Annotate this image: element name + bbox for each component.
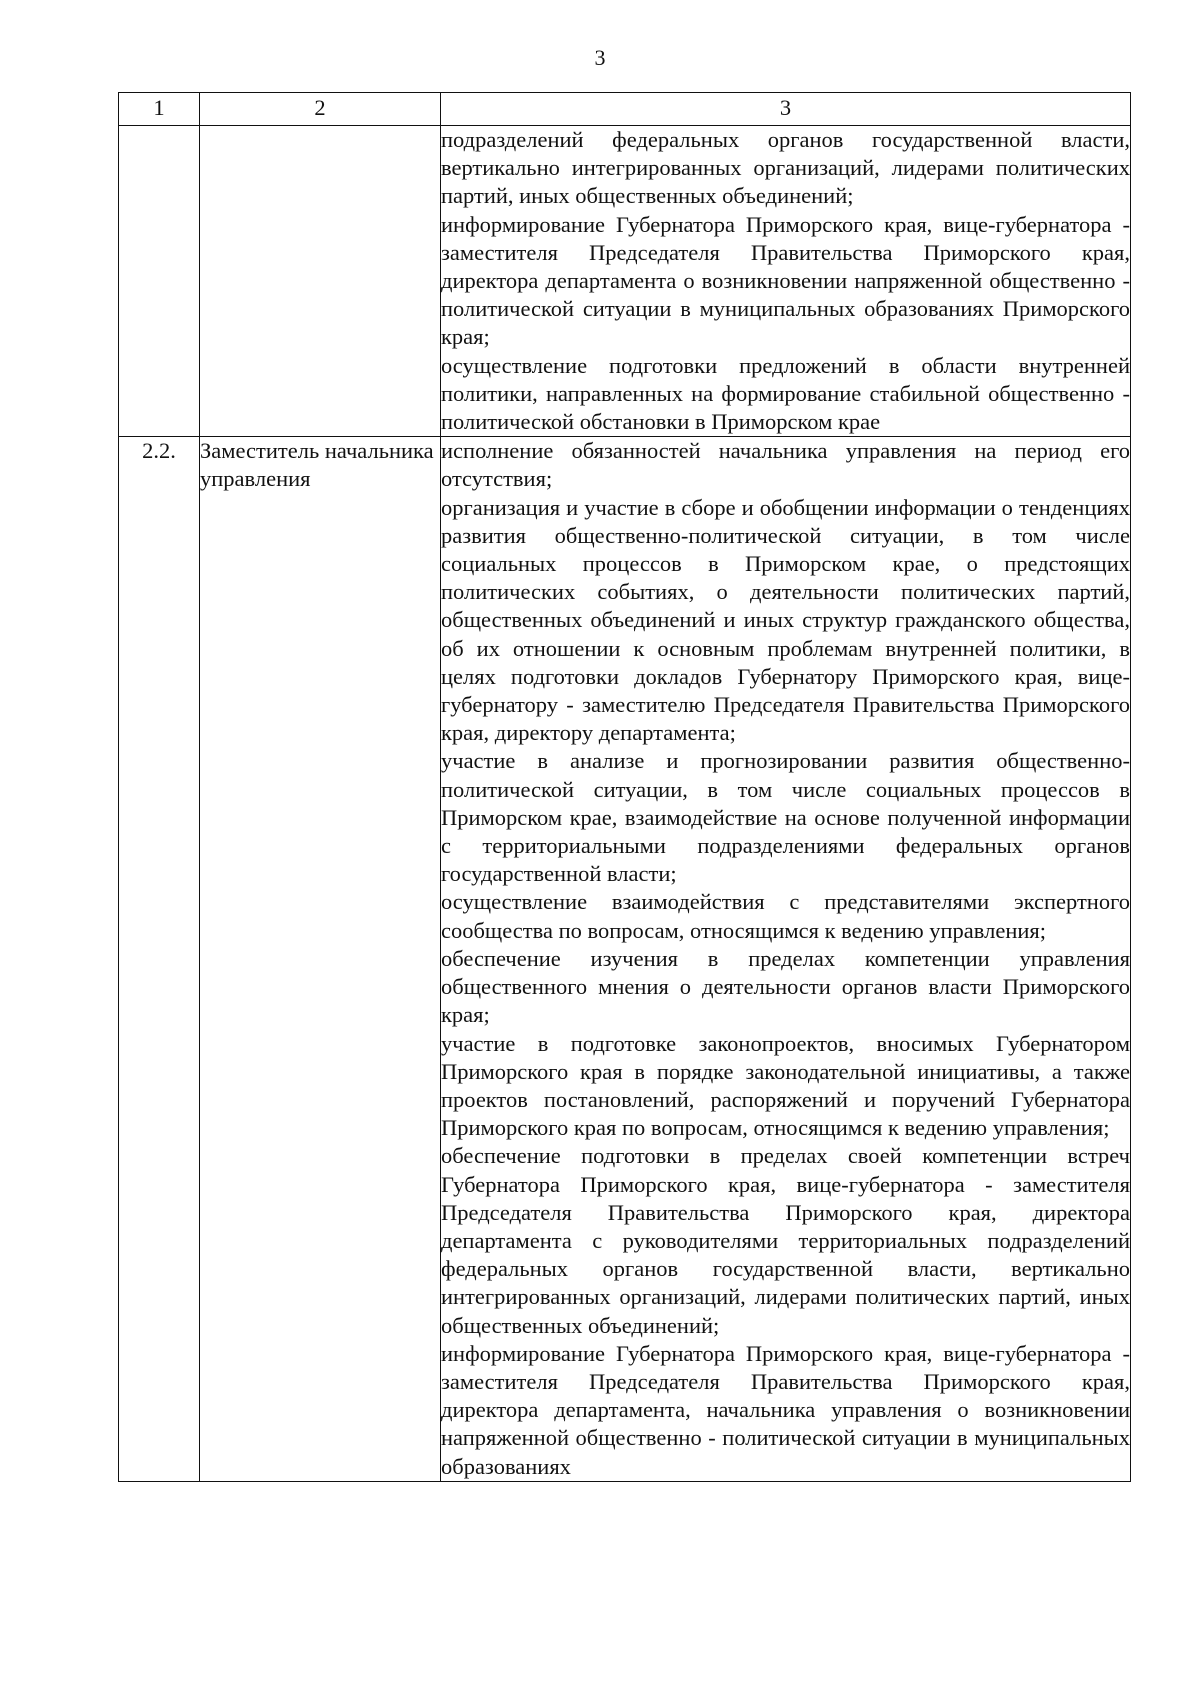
column-header-1: 1 bbox=[119, 93, 200, 126]
duty-paragraph: осуществление подготовки предложений в области внутренней политики, направленных на формирование стабильной общественно - политической обстановки в Приморском крае bbox=[441, 352, 1130, 435]
duty-paragraph: участие в анализе и прогнозировании развития общественно-политической ситуации, в том числе социальных процессов в Приморском крае, взаимодействие на основе полученной информации с территориальными подразделениями федеральных органов государственной власти; bbox=[441, 748, 1130, 887]
duty-paragraph: обеспечение подготовки в пределах своей компетенции встреч Губернатора Приморского края, вице-губернатора - заместителя Председателя Правительства Приморского края, директора департамента с руководителями территориальных подразделений федеральных органов государственной власти, вертикально интегрированных организаций, лидерами политических партий, иных общественных объединений; bbox=[441, 1143, 1130, 1338]
duty-paragraph: участие в подготовке законопроектов, вносимых Губернатором Приморского края в порядке законодательной инициативы, а также проектов постановлений, распоряжений и поручений Губернатора Приморского края по вопросам, относящимся к ведению управления; bbox=[441, 1030, 1130, 1141]
position-cell bbox=[200, 126, 441, 437]
column-header-2: 2 bbox=[200, 93, 441, 126]
duty-paragraph: исполнение обязанностей начальника управления на период его отсутствия; bbox=[441, 438, 1130, 492]
duty-paragraph: информирование Губернатора Приморского края, вице-губернатора - заместителя Председателя Правительства Приморского края, директора департамента, начальника управления о возникновении напряженной общественно - политической ситуации в муниципальных образованиях bbox=[441, 1340, 1130, 1479]
duty-paragraph: обеспечение изучения в пределах компетенции управления общественного мнения о деятельности органов власти Приморского края; bbox=[441, 945, 1130, 1028]
duty-paragraph: информирование Губернатора Приморского края, вице-губернатора - заместителя Председателя Правительства Приморского края, директора департамента о возникновении напряженной общественно - политической ситуации в муниципальных образованиях Приморского края; bbox=[441, 211, 1130, 350]
duty-paragraph: осуществление взаимодействия с представителями экспертного сообщества по вопросам, относящимся к ведению управления; bbox=[441, 889, 1130, 943]
column-header-3: 3 bbox=[441, 93, 1131, 126]
table-header-row bbox=[119, 93, 1131, 126]
row-number-cell: 2.2. bbox=[119, 437, 200, 1482]
duty-paragraph: подразделений федеральных органов государственной власти, вертикально интегрированных организаций, лидерами политических партий, иных общественных объединений; bbox=[441, 127, 1130, 209]
row-number-cell bbox=[119, 126, 200, 437]
duties-cell bbox=[441, 437, 1131, 1482]
duties-table bbox=[118, 92, 1131, 1482]
duty-paragraph: организация и участие в сборе и обобщении информации о тенденциях развития общественно-политической ситуации, в том числе социальных процессов в Приморском крае, о предстоящих политических событиях, о деятельности политических партий, общественных объединений и иных структур гражданского общества, об их отношении к основным проблемам внутренней политики, в целях подготовки докладов Губернатору Приморского края, вице-губернатору - заместителю Председателя Правительства Приморского края, директору департамента; bbox=[441, 494, 1130, 746]
duties-cell bbox=[441, 126, 1131, 437]
table-row bbox=[119, 126, 1131, 437]
page-number: 3 bbox=[594, 45, 606, 70]
table-row bbox=[119, 437, 1131, 1482]
position-cell: Заместитель начальника управления bbox=[200, 437, 441, 1482]
